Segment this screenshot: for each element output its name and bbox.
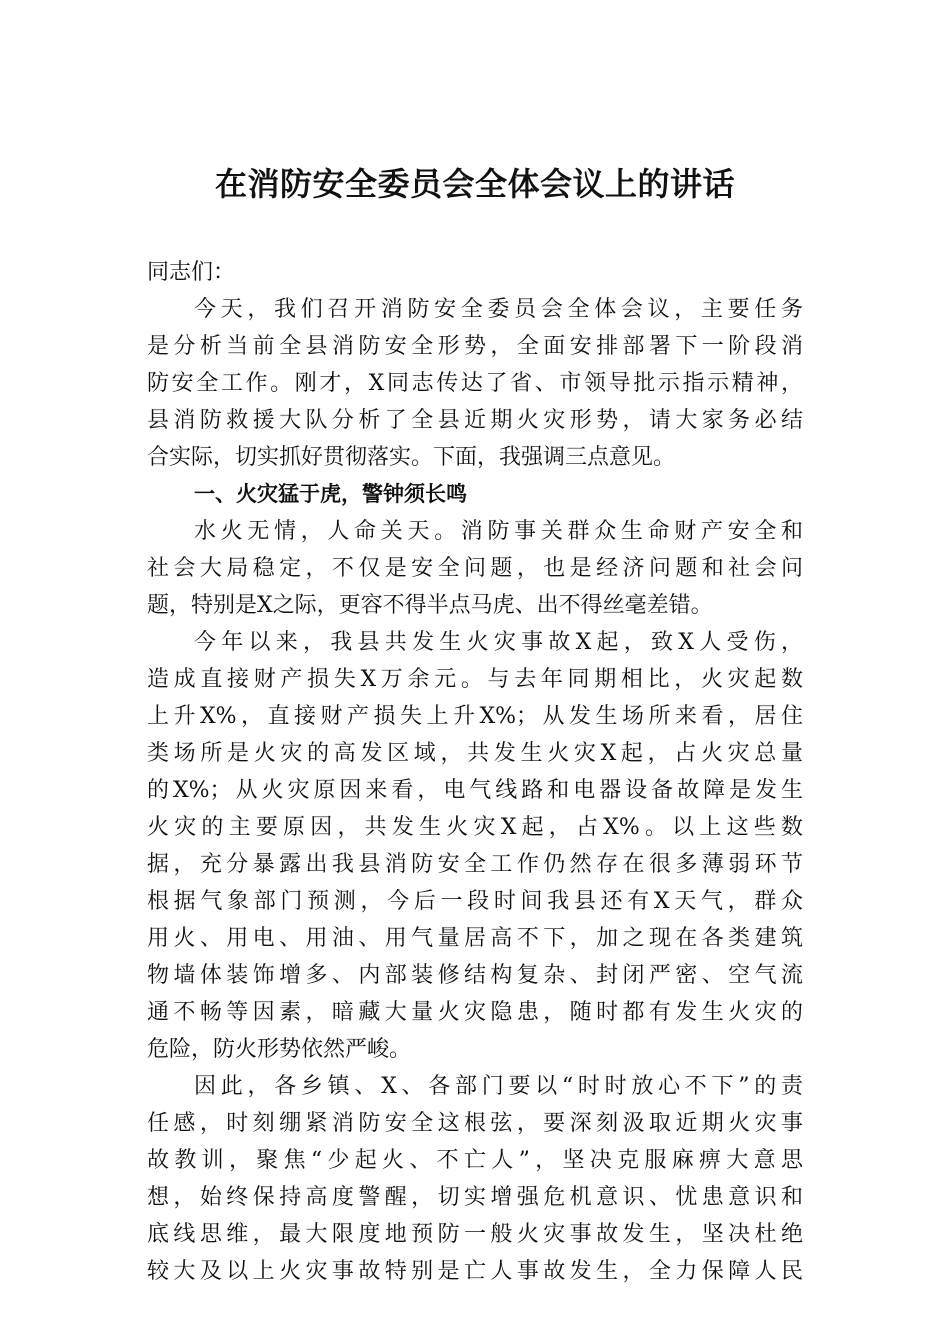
paragraph-line: 防安全工作。刚才，X同志传达了省、市领导批示指示精神， [147, 371, 803, 396]
paragraph-line: 是分析当前全县消防安全形势，全面安排部署下一阶段消 [147, 334, 803, 359]
paragraph-line: 题，特别是X之际，更容不得半点马虎、出不得丝毫差错。 [147, 593, 713, 618]
paragraph-line: 任感，时刻绷紧消防安全这根弦，要深刻汲取近期火灾事 [147, 1111, 803, 1136]
paragraph-line: 通不畅等因素，暗藏大量火灾隐患，随时都有发生火灾的 [147, 1000, 803, 1025]
paragraph-line: 较大及以上火灾事故特别是亡人事故发生，全力保障人民 [147, 1259, 803, 1284]
document-title: 在消防安全委员会全体会议上的讲话 [214, 165, 735, 203]
document-body [147, 254, 803, 1290]
paragraph-line: 火灾的主要原因，共发生火灾X起，占X%。以上这些数 [147, 815, 803, 840]
paragraph-line: 合实际，切实抓好贯彻落实。下面，我强调三点意见。 [147, 445, 676, 470]
paragraph-line: 上升X%，直接财产损失上升X%；从发生场所来看，居住 [147, 704, 803, 729]
paragraph-line: 今年以来，我县共发生火灾事故X起，致X人受伤， [194, 630, 803, 655]
paragraph-line: 底线思维，最大限度地预防一般火灾事故发生，坚决杜绝 [147, 1222, 803, 1247]
paragraph-line: 造成直接财产损失X万余元。与去年同期相比，火灾起数 [147, 667, 803, 692]
paragraph-line: 县消防救援大队分析了全县近期火灾形势，请大家务必结 [147, 408, 803, 433]
paragraph-line: 物墙体装饰增多、内部装修结构复杂、封闭严密、空气流 [147, 963, 803, 988]
salutation: 同志们： [147, 260, 236, 285]
paragraph-line: 今天，我们召开消防安全委员会全体会议，主要任务 [194, 297, 803, 322]
paragraph-line: 故教训，聚焦“少起火、不亡人”，坚决克服麻痹大意思 [147, 1148, 803, 1173]
section-heading: 一、火灾猛于虎，警钟须长鸣 [194, 482, 467, 506]
paragraph-line: 因此，各乡镇、X、各部门要以“时时放心不下”的责 [194, 1074, 803, 1099]
paragraph-line: 危险，防火形势依然严峻。 [147, 1037, 412, 1062]
paragraph-line: 的X%；从火灾原因来看，电气线路和电器设备故障是发生 [147, 778, 803, 803]
paragraph-line: 水火无情，人命关天。消防事关群众生命财产安全和 [194, 519, 803, 544]
paragraph-line: 根据气象部门预测，今后一段时间我县还有X天气，群众 [147, 889, 803, 914]
paragraph-line: 社会大局稳定，不仅是安全问题，也是经济问题和社会问 [147, 556, 803, 581]
paragraph-line: 类场所是火灾的高发区域，共发生火灾X起，占火灾总量 [147, 741, 803, 766]
paragraph-line: 据，充分暴露出我县消防安全工作仍然存在很多薄弱环节 [147, 852, 803, 877]
paragraph-line: 用火、用电、用油、用气量居高不下，加之现在各类建筑 [147, 926, 803, 951]
paragraph-line: 想，始终保持高度警醒，切实增强危机意识、忧患意识和 [147, 1185, 803, 1210]
